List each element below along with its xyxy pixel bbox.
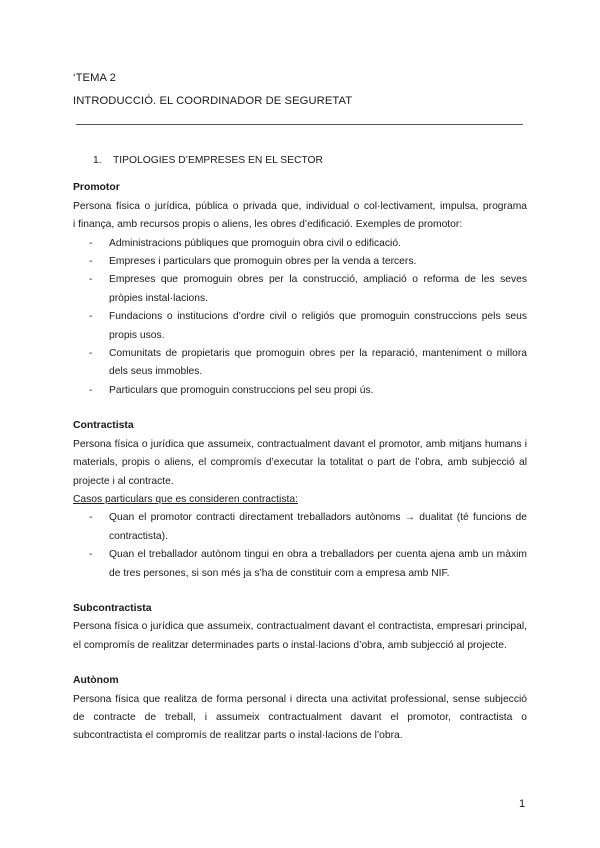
promotor-examples-list: [73, 235, 527, 401]
promotor-definition: [73, 198, 527, 235]
list-item: - Empreses que promoguin obres per la construcció, ampliació o reforma de les seves pròpies instal·lacions.: [73, 271, 527, 308]
document-title: INTRODUCCIÓ. EL COORDINADOR DE SEGURETAT: [73, 95, 353, 107]
promotor-title: Promotor: [73, 182, 120, 194]
list-item: - Comunitats de propietaris que promoguin obres per la reparació, manteniment o millora dels seus immobles.: [73, 345, 527, 382]
list-item: - Administracions públiques que promoguin obra civil o edificació.: [73, 235, 527, 253]
autonom-title: Autònom: [73, 675, 119, 687]
subcontractista-title: Subcontractista: [73, 602, 152, 614]
list-item: - Particulars que promoguin construccions pel seu propi ús.: [73, 382, 527, 400]
horizontal-divider: [76, 124, 523, 125]
list-item: - Empreses i particulars que promoguin obres per la venda a tercers.: [73, 253, 527, 271]
promotor-definition-line: i finança, amb recursos propis o aliens, les obres d’edificació. Exemples de promotor:: [73, 219, 463, 231]
document-body: [73, 152, 527, 746]
subcontractista-definition: Persona física o jurídica que assumeix, contractualment davant el contractista, empresari principal, el compromís de realitzar determinades parts o instal·lacions d’obra, amb subjecció al projecte.: [73, 621, 527, 651]
contractista-cases-list: [73, 509, 527, 583]
list-item: - Quan el treballador autònom tingui en obra a treballadors per cuenta ajena amb un màxim de tres persones, si son més ja s’ha de constituir com a empresa amb NIF.: [73, 546, 527, 583]
promotor-definition-line: Persona física o jurídica, pública o privada que, individual o col·lectivament, impulsa, programa: [73, 200, 527, 212]
contractista-definition: Persona física o jurídica que assumeix, contractualment davant el promotor, amb mitjans humans i materials, propis o aliens, el compromís d’executar la totalitat o part de l’obra, amb subjecció al projecte i al contracte.: [73, 438, 527, 487]
topic-label: ‘TEMA 2: [73, 72, 116, 84]
subcontractista-section: [73, 600, 527, 655]
list-item: - Quan el promotor contracti directament treballadors autònoms → dualitat (té funcions de contractista).: [73, 509, 527, 546]
contractista-section: [73, 417, 527, 583]
contractista-cases-label: Casos particulars que es consideren contractista:: [73, 493, 298, 505]
autonom-definition: Persona física que realitza de forma personal i directa una activitat professional, sense subjecció de contracte de treball, i assumeix contractualment davant el promotor, contractista o subcontractista el compromís de realitzar parts o instal·lacions de l’obra.: [73, 693, 527, 742]
contractista-title: Contractista: [73, 420, 134, 432]
section-heading: [93, 152, 527, 170]
section-title: TIPOLOGIES D’EMPRESES EN EL SECTOR: [113, 155, 323, 166]
section-number: 1.: [93, 155, 102, 166]
promotor-section: [73, 179, 527, 400]
list-item: - Fundacions o institucions d’ordre civil o religiós que promoguin construccions pels seus propis usos.: [73, 308, 527, 345]
page-number: 1: [519, 798, 526, 810]
autonom-section: [73, 672, 527, 746]
